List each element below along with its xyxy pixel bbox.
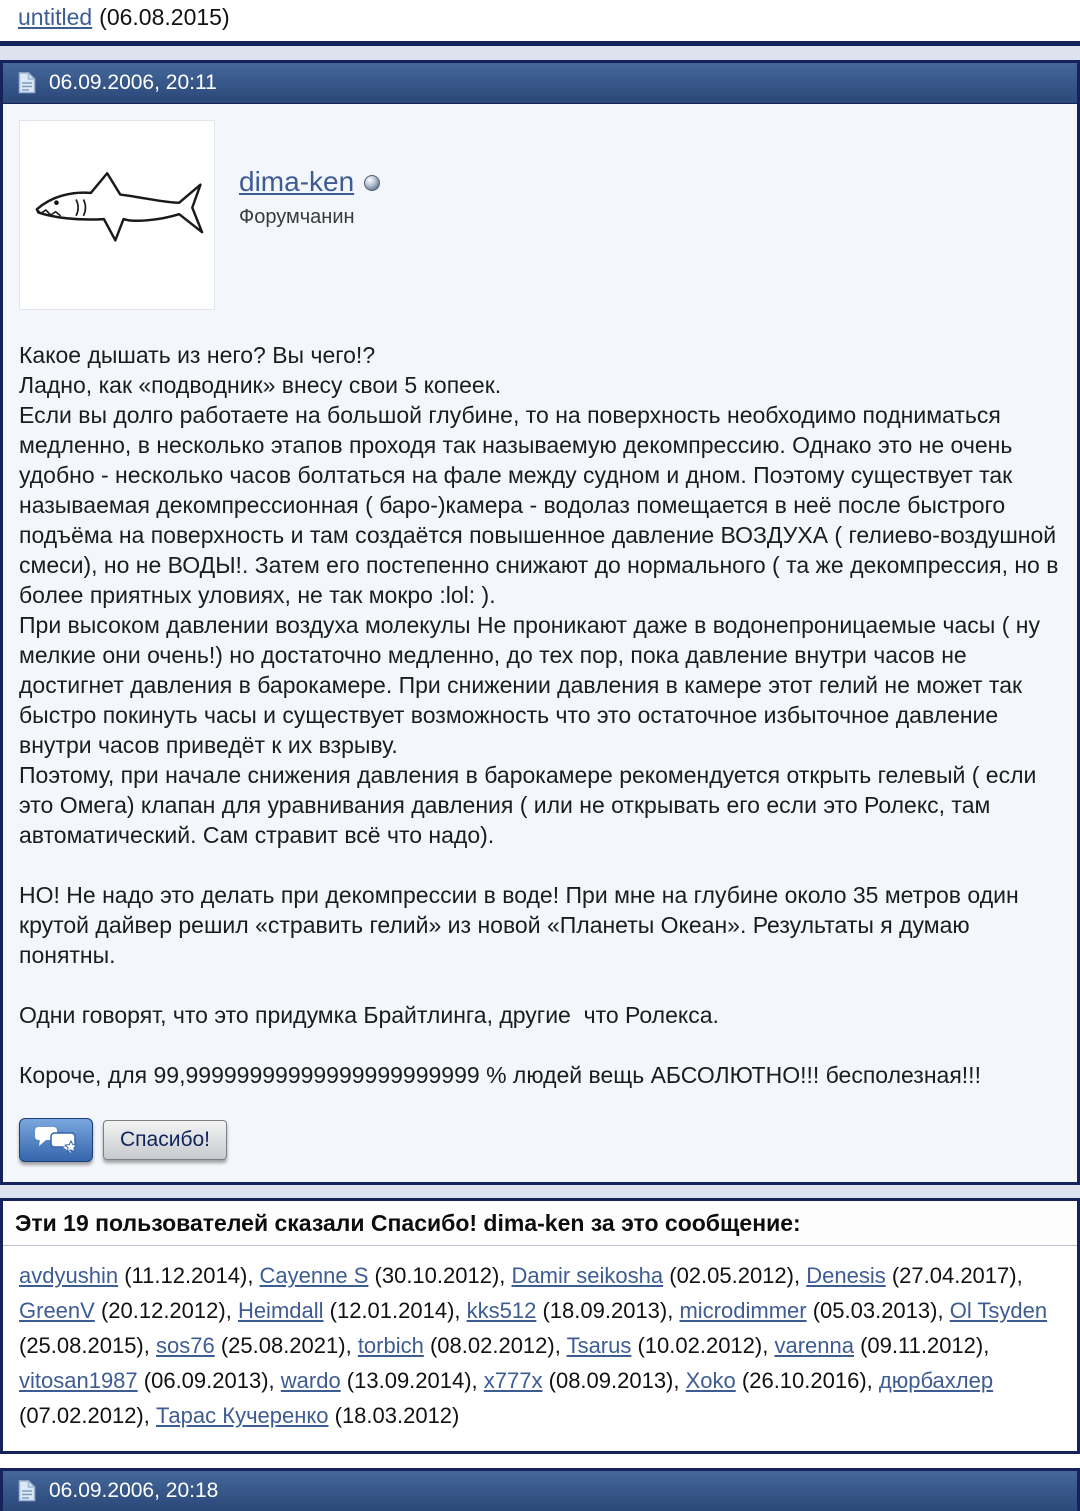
post-text — [19, 340, 1065, 1090]
thanks-entry: sos76 (25.08.2021), — [155, 1333, 358, 1358]
thanks-user-link[interactable]: varenna — [774, 1333, 854, 1358]
thanks-entry: GreenV (20.12.2012), — [19, 1298, 238, 1323]
user-status-icon — [364, 175, 380, 191]
thanks-entry: Tsarus (10.02.2012), — [566, 1333, 775, 1358]
thanks-entry: wardo (13.09.2014), — [280, 1368, 484, 1393]
thanks-user-link[interactable]: avdyushin — [19, 1263, 119, 1288]
next-post-date: 06.09.2006, 20:18 — [49, 1479, 219, 1502]
forum-post — [0, 60, 1080, 1185]
previous-post-footer — [0, 0, 1080, 46]
user-title: Форумчанин — [239, 205, 355, 228]
username-link[interactable]: dima-ken — [239, 165, 355, 197]
speech-bubbles-star-icon — [33, 1125, 79, 1155]
thanks-entry: avdyushin (11.12.2014), — [19, 1263, 260, 1288]
thanks-entry: Xoko (26.10.2016), — [685, 1368, 879, 1393]
thanks-entry: Damir seikosha (02.05.2012), — [511, 1263, 807, 1288]
post-line — [19, 970, 1059, 1000]
post-actions — [19, 1118, 1059, 1162]
thanks-user-link[interactable]: microdimmer — [679, 1298, 807, 1323]
thanks-entry: kks512 (18.09.2013), — [466, 1298, 680, 1323]
thanks-section — [0, 1198, 1080, 1454]
thanks-entry: Denesis (27.04.2017), — [806, 1263, 1023, 1288]
post-line: Если вы долго работаете на большой глубине, то на поверхность необходимо подниматься медленно, в несколько этапов проходя так называемую декомпрессию. Однако это не очень удобно - несколько часов болтаться на фале между судном и дном. Поэтому существует так называемая декомпрессионная ( баро-)камера - водолаз помещается в неё после быстрого подъёма на поверхность и там создаётся повышенное давление ВОЗДУХА ( гелиево-воздушной смеси), но не ВОДЫ!. Затем его постепенно снижают до нормального ( та же декомпрессия, но в более приятных уловиях, не так мокро :lol: ). — [19, 402, 1065, 608]
thanks-user-link[interactable]: Cayenne S — [259, 1263, 369, 1288]
thanks-entry: torbich (08.02.2012), — [357, 1333, 567, 1358]
shark-avatar-image — [27, 160, 207, 270]
thanks-user-link[interactable]: дюрбахлер — [878, 1368, 994, 1393]
next-forum-post — [0, 1468, 1080, 1511]
thanks-entry: varenna (09.11.2012), — [774, 1333, 990, 1358]
thanks-user-link[interactable]: Тарас Кучеренко — [155, 1403, 329, 1428]
post-line: Поэтому, при начале снижения давления в барокамере рекомендуется открыть гелевый ( если это Омега) клапан для уравнивания давления ( или не открывать его если это Ролекс, там автоматический. Сам стравит всё что надо). — [19, 762, 1043, 848]
thanks-user-link[interactable]: vitosan1987 — [19, 1368, 138, 1393]
thanks-user-link[interactable]: torbich — [357, 1333, 424, 1358]
thanks-header: Эти 19 пользователей сказали Спасибо! dima-ken за это сообщение: — [3, 1201, 1077, 1246]
post-line: Короче, для 99,99999999999999999999999 % людей вещь АБСОЛЮТНО!!! бесполезная!!! — [19, 1062, 981, 1088]
thanks-entry: Cayenne S (30.10.2012), — [259, 1263, 512, 1288]
untitled-attachment-link[interactable]: untitled — [18, 4, 93, 30]
post-line — [19, 850, 1059, 880]
thanks-entry: дюрбахлер (07.02.2012), — [19, 1368, 994, 1428]
next-post-header — [3, 1471, 1077, 1511]
post-status-icon — [17, 1480, 37, 1502]
post-status-icon — [17, 72, 37, 94]
author-row — [19, 120, 1059, 310]
thanks-entry: Heimdall (12.01.2014), — [237, 1298, 467, 1323]
post-line: Одни говорят, что это придумка Брайтлинга, другие что Ролекса. — [19, 1002, 719, 1028]
multiquote-button[interactable] — [19, 1118, 93, 1162]
thanks-entry: microdimmer (05.03.2013), — [679, 1298, 950, 1323]
post-body — [3, 104, 1077, 1182]
thanks-user-link[interactable]: Denesis — [806, 1263, 886, 1288]
attachment-date: (06.08.2015) — [99, 4, 230, 30]
thanks-entry: Тарас Кучеренко (18.03.2012) — [155, 1403, 460, 1428]
thanks-entry: x777x (08.09.2013), — [483, 1368, 686, 1393]
thanks-user-link[interactable]: Xoko — [685, 1368, 736, 1393]
thanks-entry: Ol Tsyden (25.08.2015), — [19, 1298, 1048, 1358]
thanks-user-link[interactable]: kks512 — [466, 1298, 537, 1323]
thanks-user-link[interactable]: GreenV — [19, 1298, 95, 1323]
post-line: Ладно, как «подводник» внесу свои 5 копеек. — [19, 372, 502, 398]
thanks-user-link[interactable]: wardo — [280, 1368, 341, 1393]
thanks-list — [3, 1246, 1077, 1451]
thanks-user-link[interactable]: Damir seikosha — [511, 1263, 664, 1288]
thanks-entry: vitosan1987 (06.09.2013), — [19, 1368, 281, 1393]
thanks-user-link[interactable]: Heimdall — [237, 1298, 324, 1323]
thanks-user-link[interactable]: Tsarus — [566, 1333, 632, 1358]
thanks-user-link[interactable]: x777x — [483, 1368, 543, 1393]
thanks-user-link[interactable]: sos76 — [155, 1333, 215, 1358]
thanks-button[interactable]: Спасибо! — [103, 1120, 227, 1160]
post-line: НО! Не надо это делать при декомпрессии в воде! При мне на глубине около 35 метров один крутой дайвер решил «стравить гелий» из новой «Планеты Океан». Результаты я думаю понятны. — [19, 882, 1026, 968]
avatar[interactable] — [19, 120, 215, 310]
post-line: При высоком давлении воздуха молекулы Не проникают даже в водонепроницаемые часы ( ну мелкие они очень!) но достаточно медленно, до тех пор, пока давление внутри часов не достигнет давления в барокамере. При снижении давления в камере этот гелий не может так быстро покинуть часы и существует возможность что это остаточное избыточное давление внутри часов приведёт к их взрыву. — [19, 612, 1047, 758]
post-date: 06.09.2006, 20:11 — [49, 71, 217, 94]
post-line: Какое дышать из него? Вы чего!? — [19, 342, 376, 368]
post-header — [3, 63, 1077, 104]
thanks-user-link[interactable]: Ol Tsyden — [949, 1298, 1048, 1323]
post-line — [19, 1030, 1059, 1060]
author-info — [239, 166, 380, 265]
